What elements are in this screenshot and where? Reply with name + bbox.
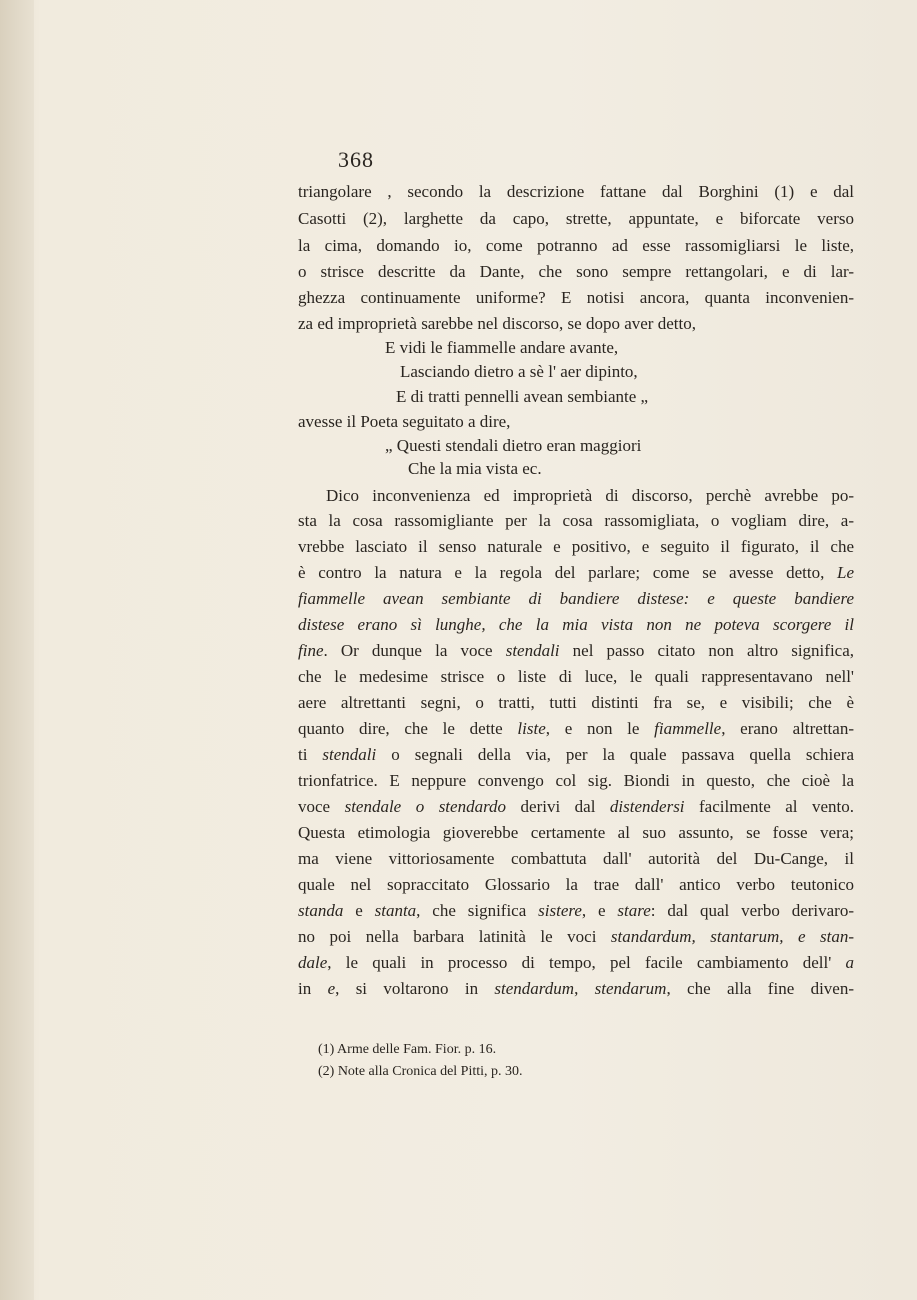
italic-span: stare	[617, 901, 651, 920]
italic-span: stendali	[322, 745, 377, 764]
text-line: Questa etimologia gioverebbe certamente al suo assunto, se fosse vera;	[298, 823, 854, 842]
text-line	[298, 717, 854, 741]
text-span: voce	[298, 797, 345, 816]
text-span: derivi dal	[506, 797, 610, 816]
text-line	[298, 561, 854, 585]
text-span: , che alla fine diven-	[666, 979, 854, 998]
text-span: : dal qual verbo derivaro-	[650, 901, 854, 920]
text-span: nel passo citato non altro significa,	[559, 641, 854, 660]
text-span: , che significa	[416, 901, 539, 920]
text-span: è contro la natura e la regola del parlare; come se avesse detto,	[298, 563, 837, 582]
italic-span: stanta	[374, 901, 417, 920]
verse-line: Lasciando dietro a sè l' aer dipinto,	[400, 362, 638, 381]
italic-span: e	[327, 979, 336, 998]
italic-span: stendali	[505, 641, 560, 660]
text-span: , e non le	[545, 719, 655, 738]
text-line: quale nel sopraccitato Glossario la trae dall' antico verbo teutonico	[298, 875, 854, 894]
footnote: (2) Note alla Cronica del Pitti, p. 30.	[318, 1064, 523, 1079]
italic-line: distese erano sì lunghe, che la mia vista non ne poteva scorgere il	[298, 615, 854, 634]
text-span: e	[343, 901, 375, 920]
text-span: ,	[574, 979, 595, 998]
italic-span: standa	[298, 901, 344, 920]
bridge-line: avesse il Poeta seguitato a dire,	[298, 412, 511, 431]
text-span: , le quali in processo di tempo, pel facile cambiamento dell'	[327, 953, 846, 972]
italic-span: standardum, stantarum, e stan-	[610, 927, 854, 946]
text-span: , erano altrettan-	[721, 719, 854, 738]
text-line: ghezza continuamente uniforme? E notisi ancora, quanta inconvenien-	[298, 288, 854, 307]
verse-line: E vidi le fiammelle andare avante,	[385, 338, 619, 357]
verse-line: E di tratti pennelli avean sembiante „	[396, 387, 649, 406]
italic-span: distendersi	[609, 797, 685, 816]
text-span: , e	[581, 901, 618, 920]
text-line: vrebbe lasciato il senso naturale e positivo, e seguito il figurato, il che	[298, 537, 854, 556]
text-line: aere altrettanti segni, o tratti, tutti distinti fra se, e visibili; che è	[298, 693, 854, 712]
verse-line: „ Questi stendali dietro eran maggiori	[385, 436, 642, 455]
text-line: trionfatrice. E neppure convengo col sig. Biondi in questo, che cioè la	[298, 771, 854, 790]
text-line	[298, 951, 854, 975]
italic-span: fine	[298, 641, 324, 660]
italic-span: stendardum	[494, 979, 575, 998]
italic-span: Le	[837, 563, 854, 582]
text-line: za ed improprietà sarebbe nel discorso, se dopo aver detto,	[298, 314, 696, 333]
text-line: che le medesime strisce o liste di luce, le quali rappresentavano nell'	[298, 667, 854, 686]
text-span: quanto dire, che le dette	[298, 719, 518, 738]
text-line: sta la cosa rassomigliante per la cosa rassomigliata, o vogliam dire, a-	[298, 511, 854, 530]
footnote: (1) Arme delle Fam. Fior. p. 16.	[318, 1042, 497, 1057]
text-line: ma viene vittoriosamente combattuta dall' autorità del Du-Cange, il	[298, 849, 854, 868]
text-line	[298, 925, 854, 949]
italic-span: stendarum	[594, 979, 667, 998]
verse-line: Che la mia vista ec.	[408, 459, 542, 478]
text-line: Casotti (2), larghette da capo, strette, appuntate, e biforcate verso	[298, 209, 854, 228]
text-line	[298, 795, 854, 819]
text-line: la cima, domando io, come potranno ad esse rassomigliarsi le liste,	[298, 236, 854, 255]
text-span: , si voltarono in	[335, 979, 495, 998]
text-line: Dico inconvenienza ed improprietà di discorso, perchè avrebbe po-	[326, 486, 854, 505]
italic-line: fiammelle avean sembiante di bandiere distese: e queste bandiere	[298, 589, 854, 608]
text-span: no poi nella barbara latinità le voci	[298, 927, 611, 946]
italic-span: a	[845, 953, 854, 972]
text-line	[298, 899, 854, 923]
italic-span: sistere	[538, 901, 582, 920]
text-span: o segnali della via, per la quale passava quella schiera	[376, 745, 854, 764]
page-number: 368	[338, 147, 374, 172]
italic-span: fiammelle	[654, 719, 722, 738]
italic-span: dale	[298, 953, 328, 972]
text-line: triangolare , secondo la descrizione fattane dal Borghini (1) e dal	[298, 182, 854, 201]
italic-span: stendale o stendardo	[344, 797, 507, 816]
italic-span: liste	[517, 719, 546, 738]
text-line	[298, 743, 854, 767]
text-span: in	[298, 979, 328, 998]
text-line: o strisce descritte da Dante, che sono sempre rettangolari, e di lar-	[298, 262, 854, 281]
text-line	[298, 977, 854, 1001]
text-line	[298, 639, 854, 663]
text-span: ti	[298, 745, 323, 764]
page-binding-edge	[0, 0, 34, 1300]
text-span: . Or dunque la voce	[323, 641, 506, 660]
text-span: facilmente al vento.	[684, 797, 854, 816]
